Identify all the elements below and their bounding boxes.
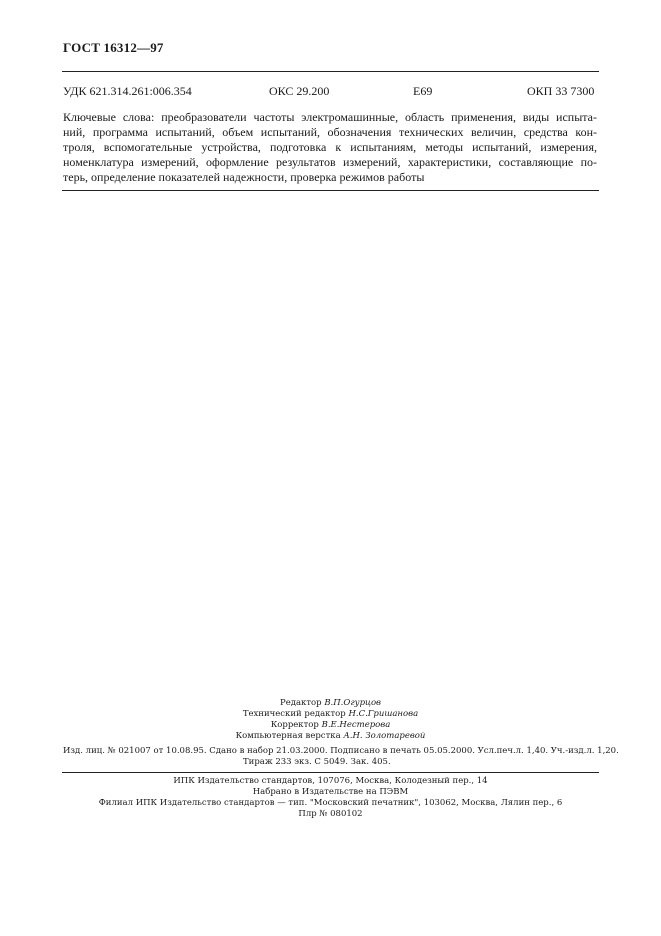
publication-line-1: Изд. лиц. № 021007 от 10.08.95. Сдано в набор 21.03.2000. Подписано в печать 05.05.2000. Усл.печ.л. 1,40. Уч.-изд.л. 1,20. [63,746,619,756]
credit-layout: Компьютерная верстка А.Н. Золотаревой [235,731,426,741]
credit-proofreader: Корректор В.Е.Нестерова [270,720,391,730]
keywords-line: номенклатура измерений, оформление результатов измерений, характеристики, составляющие по- [63,155,597,169]
printer-line: ИПК Издательство стандартов, 107076, Москва, Колодезный пер., 14 [173,776,488,786]
publication-line-2: Тираж 233 экз. С 5049. Зак. 405. [243,757,391,767]
okp-code: ОКП 33 7300 [527,84,595,98]
printer-line: Плр № 080102 [298,809,363,819]
printers-block [0,776,661,820]
printer-line: Филиал ИПК Издательство стандартов — тип. "Московский печатник", 103062, Москва, Лялин пер., 6 [98,798,563,808]
document-title: ГОСТ 16312—97 [63,40,164,55]
keywords-block [63,110,597,185]
keywords-line: троля, вспомогательные устройства, подготовка к испытаниям, методы испытаний, измерения, [63,140,597,154]
keywords-line: терь, определение показателей надежности, проверка режимов работы [63,170,425,184]
keywords-line: ний, программа испытаний, объем испытаний, обозначения технических величин, средства кон- [63,125,597,139]
group-code: Е69 [413,84,433,98]
printers-top-rule [62,772,599,773]
publication-info [63,746,619,768]
credit-tech-editor: Технический редактор Н.С.Гришанова [242,709,419,719]
credits-block [0,698,661,742]
keywords-line: Ключевые слова: преобразователи частоты электромашинные, область применения, виды испыта- [63,110,597,124]
keywords-bottom-rule [62,190,599,191]
udk-code: УДК 621.314.261:006.354 [63,84,192,98]
top-rule [62,71,599,72]
printer-line: Набрано в Издательстве на ПЭВМ [252,787,409,797]
credit-editor: Редактор В.П.Огурцов [279,698,382,708]
oks-code: ОКС 29.200 [269,84,330,98]
